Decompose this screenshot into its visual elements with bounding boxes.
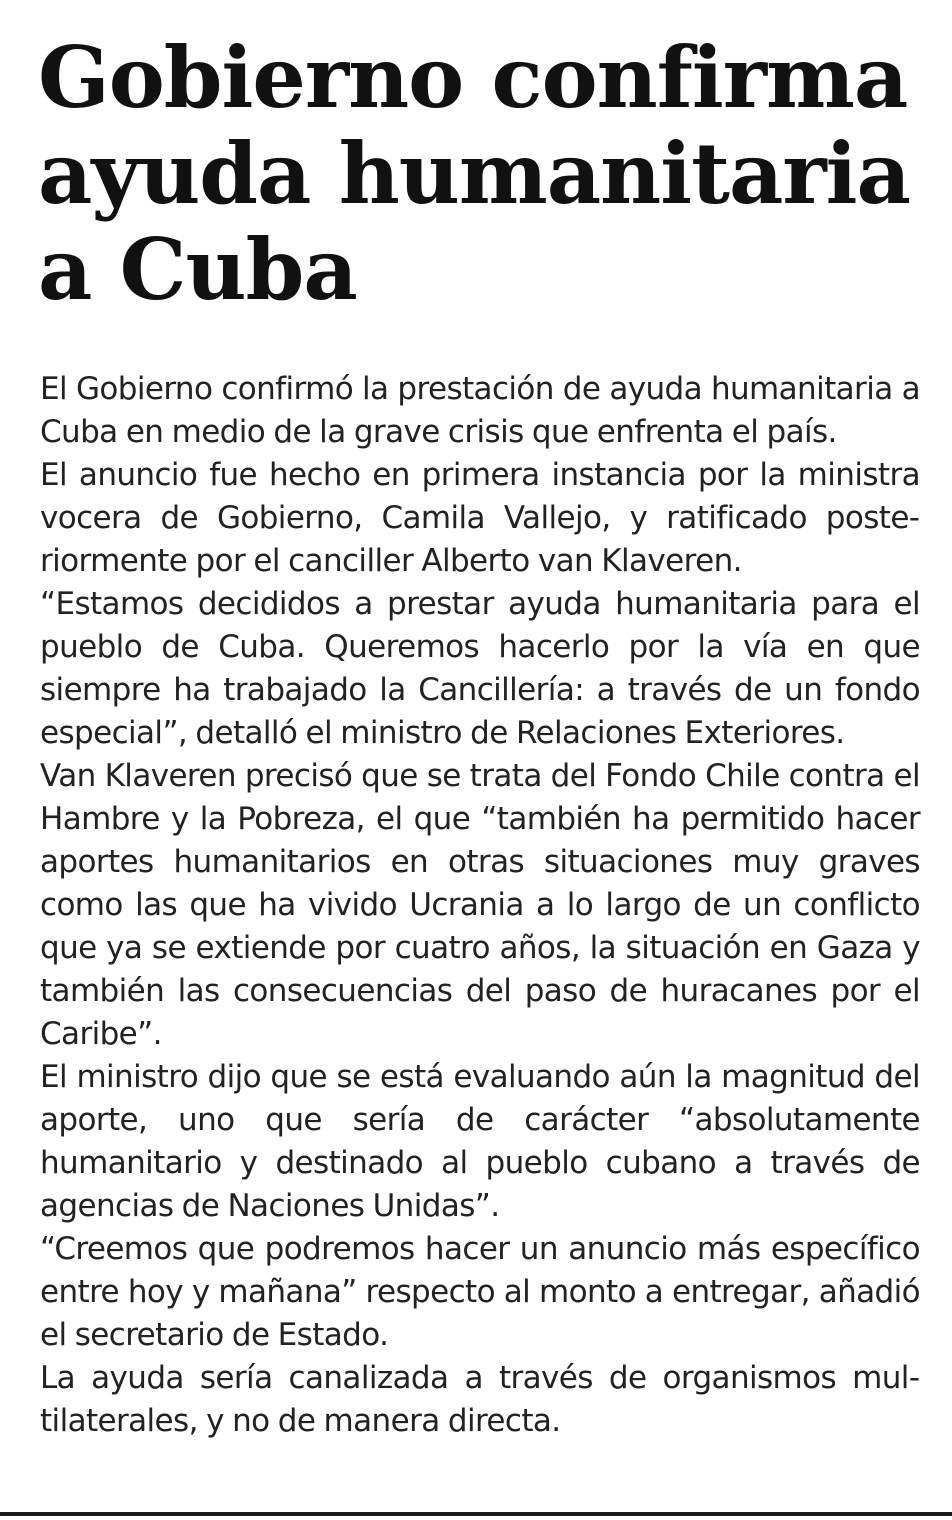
bottom-rule [0,1512,952,1516]
body-paragraph: El anuncio fue hecho en primera instancia por la ministra vocera de Gobierno, Camila Vallejo, y ratificado posteriormente por el canciller Alberto van Klaveren. [40,457,920,579]
body-paragraph: La ayuda sería canalizada a través de organismos multilaterales, y no de manera directa. [40,1360,920,1439]
headline-line: ayuda humanitaria [38,124,910,223]
article-headline [38,30,928,318]
body-paragraph: Van Klaveren precisó que se trata del Fondo Chile contra el Hambre y la Pobreza, el que “también ha permitido hacer aportes humanitarios en otras situaciones muy graves como las que ha vivido Ucrania a lo largo de un conflicto que ya se extiende por cuatro años, la situación en Gaza y también las consecuencias del paso de huracanes por el Caribe”. [40,758,920,1052]
body-paragraph: “Estamos decididos a prestar ayuda humanitaria para el pueblo de Cuba. Queremos hacerlo por la vía en que siempre ha trabajado la Cancillería: a través de un fondo especial”, detalló el ministro de Relaciones Exteriores. [40,586,920,751]
headline-line: Gobierno confirma [38,28,908,127]
body-paragraph: El Gobierno confirmó la prestación de ayuda humanitaria a Cuba en medio de la grave crisis que enfrenta el país. [40,371,920,450]
body-paragraph: El ministro dijo que se está evaluando aún la magnitud del aporte, uno que sería de carácter “absolutamente humanitario y destinado al pueblo cubano a través de agencias de Naciones Unidas”. [40,1059,920,1224]
headline-line: a Cuba [38,220,357,319]
body-paragraph: “Creemos que podremos hacer un anuncio más específico entre hoy y mañana” respecto al monto a entregar, añadió el secretario de Estado. [40,1231,920,1353]
article-body [40,368,920,1443]
